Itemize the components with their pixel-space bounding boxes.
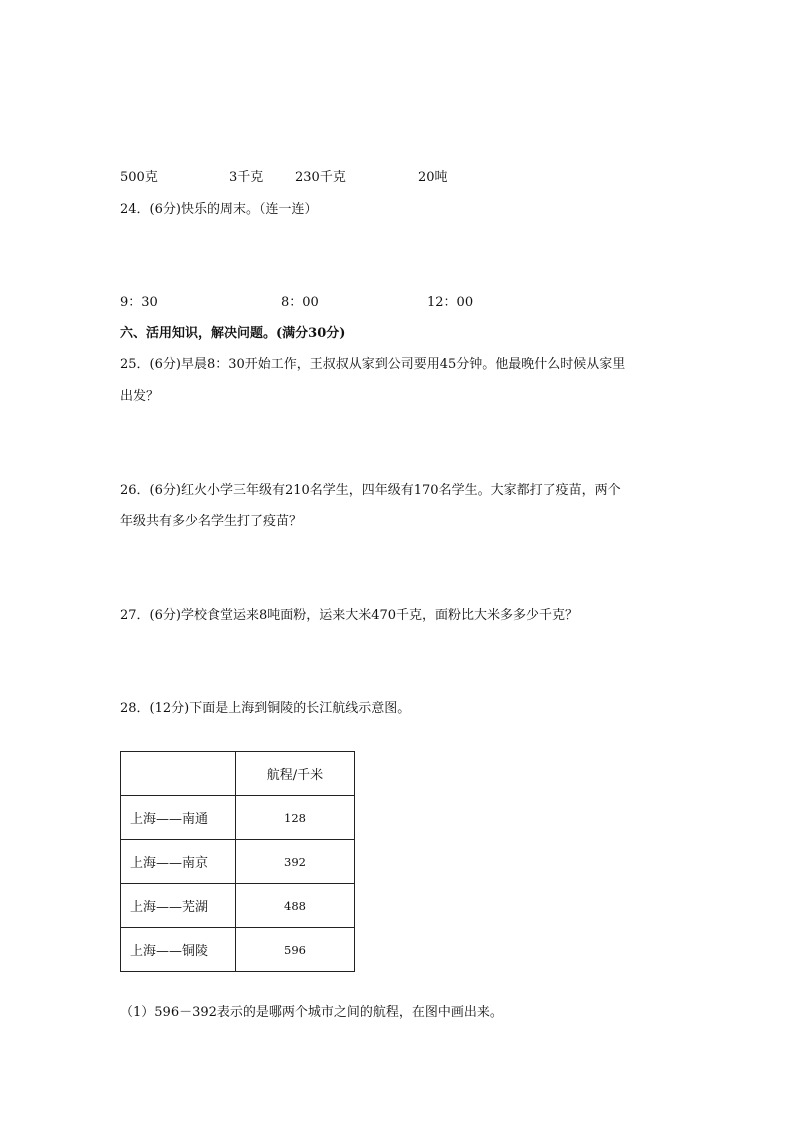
time-3: 12：00	[427, 295, 474, 310]
section-6-heading: 六、活用知识，解决问题。(满分30分)	[120, 326, 346, 341]
weight-3: 230千克	[295, 170, 346, 185]
question-28-part-1: （1）596－392表示的是哪两个城市之间的航程，在图中画出来。	[120, 1005, 503, 1020]
table-row	[121, 840, 355, 884]
route-distance-table	[120, 751, 355, 972]
distance-cell: 596	[236, 928, 355, 972]
question-28: 28．(12分)下面是上海到铜陵的长江航线示意图。	[120, 701, 411, 716]
table-row	[121, 928, 355, 972]
distance-cell: 128	[236, 796, 355, 840]
question-27: 27．(6分)学校食堂运来8吨面粉，运来大米470千克，面粉比大米多多少千克？	[120, 608, 579, 623]
weight-1: 500克	[120, 170, 158, 185]
table-row	[121, 884, 355, 928]
route-cell: 上海——铜陵	[121, 928, 236, 972]
distance-cell: 392	[236, 840, 355, 884]
route-cell: 上海——芜湖	[121, 884, 236, 928]
question-25-line-1: 25．(6分)早晨8：30开始工作，王叔叔从家到公司要用45分钟。他最晚什么时候从家里	[120, 357, 626, 372]
table-header-empty	[121, 752, 236, 796]
question-26-line-1: 26．(6分)红火小学三年级有210名学生，四年级有170名学生。大家都打了疫苗，两个	[120, 483, 621, 498]
question-24: 24．(6分)快乐的周末。（连一连）	[120, 202, 318, 217]
weight-4: 20吨	[418, 170, 448, 185]
time-1: 9：30	[120, 295, 158, 310]
table-header-distance: 航程/千米	[236, 752, 355, 796]
question-26-line-2: 年级共有多少名学生打了疫苗？	[120, 514, 303, 529]
distance-cell: 488	[236, 884, 355, 928]
weight-2: 3千克	[229, 170, 264, 185]
table-header-row	[121, 752, 355, 796]
table-row	[121, 796, 355, 840]
route-cell: 上海——南京	[121, 840, 236, 884]
time-2: 8：00	[281, 295, 319, 310]
route-cell: 上海——南通	[121, 796, 236, 840]
question-25-line-2: 出发？	[120, 389, 160, 404]
